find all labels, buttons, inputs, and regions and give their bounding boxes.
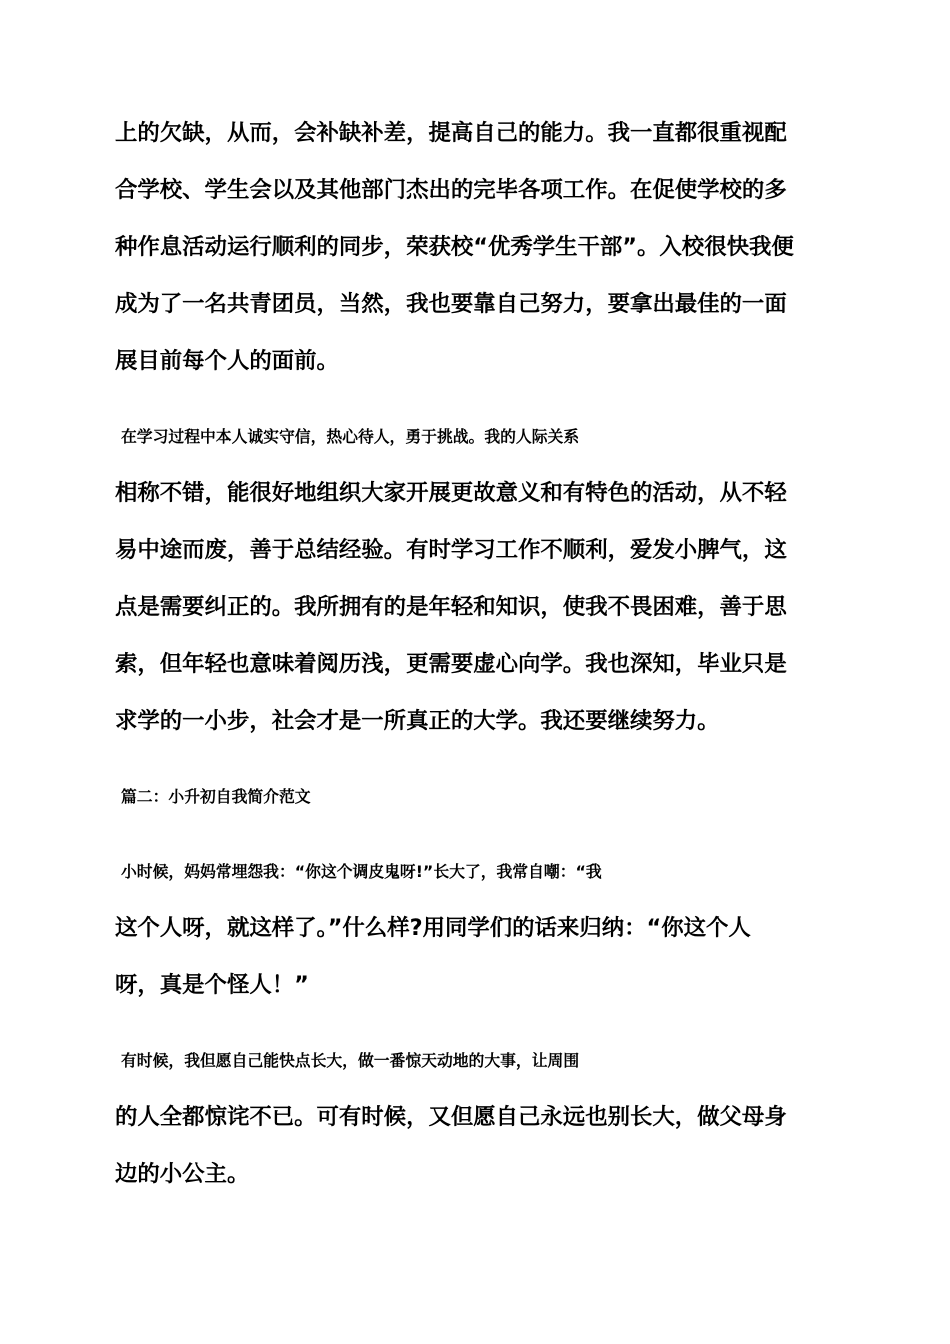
paragraph-2-line-1: 在学习过程中本人诚实守信，热心待人，勇于挑战。我的人际关系 <box>121 427 580 446</box>
paragraph-4-line-1: 有时候，我但愿自己能快点长大，做一番惊天动地的大事，让周围 <box>121 1051 580 1070</box>
paragraph-2-line-2: 相称不错，能很好地组织大家开展更故意义和有特色的活动，从不轻 <box>115 480 787 506</box>
paragraph-3-line-3: 呀，真是个怪人！” <box>115 972 309 998</box>
paragraph-4-line-3: 边的小公主。 <box>115 1161 250 1187</box>
paragraph-1-line-3: 种作息活动运行顺利的同步，荣获校“优秀学生干部”。入校很快我便 <box>115 234 794 260</box>
paragraph-3-line-1: 小时候，妈妈常埋怨我：“你这个调皮鬼呀!”长大了，我常自嘲：“我 <box>121 862 602 881</box>
paragraph-2-line-5: 索，但年轻也意味着阅历浅，更需要虚心向学。我也深知，毕业只是 <box>115 651 787 677</box>
paragraph-2-line-6: 求学的一小步，社会才是一所真正的大学。我还要继续努力。 <box>115 708 720 734</box>
paragraph-3-line-2: 这个人呀，就这样了。”什么样?用同学们的话来归纳：“你这个人 <box>115 915 751 941</box>
paragraph-2-line-3: 易中途而废，善于总结经验。有时学习工作不顺利，爱发小脾气，这 <box>115 537 787 563</box>
paragraph-1-line-1: 上的欠缺，从而，会补缺补差，提高自己的能力。我一直都很重视配 <box>115 120 787 146</box>
section-heading: 篇二：小升初自我简介范文 <box>121 787 311 806</box>
paragraph-1-line-4: 成为了一名共青团员，当然，我也要靠自己努力，要拿出最佳的一面 <box>115 291 787 317</box>
paragraph-4-line-2: 的人全都惊诧不已。可有时候，又但愿自己永远也别长大，做父母身 <box>115 1104 787 1130</box>
paragraph-1-line-2: 合学校、学生会以及其他部门杰出的完毕各项工作。在促使学校的多 <box>115 177 787 203</box>
paragraph-2-line-4: 点是需要纠正的。我所拥有的是年轻和知识，使我不畏困难，善于思 <box>115 594 787 620</box>
paragraph-1-line-5: 展目前每个人的面前。 <box>115 348 339 374</box>
document-page <box>115 112 837 1210</box>
